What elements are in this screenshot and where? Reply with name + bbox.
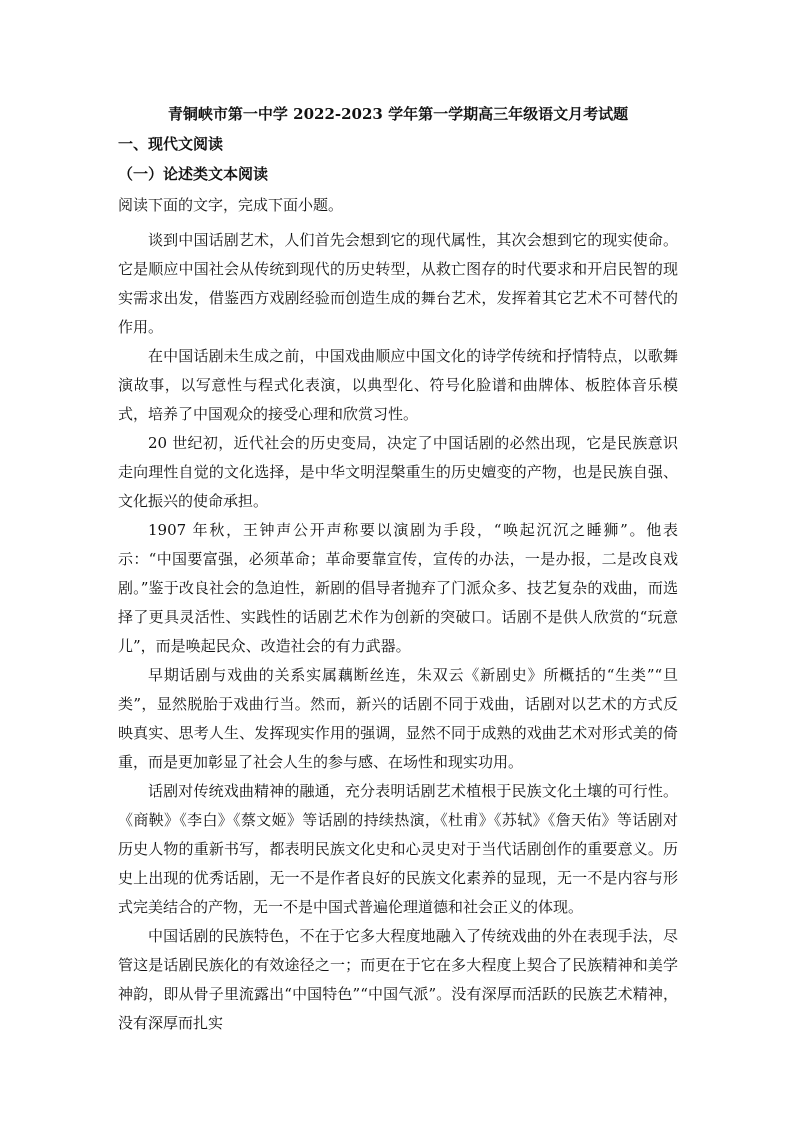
- paragraph: 中国话剧的民族特色，不在于它多大程度地融入了传统戏曲的外在表现手法，尽管这是话剧民族化的有效途径之一；而更在于它在多大程度上契合了民族精神和美学神韵，即从骨子里流露出“中国特色”“中国气派”。没有深厚而活跃的民族艺术精神，没有深厚而扎实: [118, 927, 678, 1032]
- paragraph: 话剧对传统戏曲精神的融通，充分表明话剧艺术植根于民族文化土壤的可行性。《商鞅》《李白》《蔡文姬》等话剧的持续热演，《杜甫》《苏轼》《詹天佑》等话剧对历史人物的重新书写，都表明民族文化史和心灵史对于当代话剧创作的重要意义。历史上出现的优秀话剧，无一不是作者良好的民族文化素养的显现，无一不是内容与形式完美结合的产物，无一不是中国式普遍伦理道德和社会正义的体现。: [118, 782, 678, 916]
- exam-title: 青铜峡市第一中学 2022-2023 学年第一学期高三年级语文月考试题: [167, 105, 629, 123]
- subsection-heading: （一）论述类文本阅读: [118, 165, 269, 183]
- reading-instruction: 阅读下面的文字，完成下面小题。: [118, 196, 344, 214]
- paragraph: 20 世纪初，近代社会的历史变局，决定了中国话剧的必然出现，它是民族意识走向理性自觉的文化选择，是中华文明涅槃重生的历史嬗变的产物，也是民族自强、文化振兴的使命承担。: [118, 434, 678, 510]
- paragraph: 1907 年秋，王钟声公开声称要以演剧为手段，“唤起沉沉之睡狮”。他表示：“中国要富强，必须革命；革命要靠宣传，宣传的办法，一是办报，二是改良戏剧。”鉴于改良社会的急迫性，新剧的倡导者抛弃了门派众多、技艺复杂的戏曲，而选择了更具灵活性、实践性的话剧艺术作为创新的突破口。话剧不是供人欣赏的“玩意儿”，而是唤起民众、改造社会的有力武器。: [118, 521, 678, 655]
- paragraph: 谈到中国话剧艺术，人们首先会想到它的现代属性，其次会想到它的现实使命。它是顺应中国社会从传统到现代的历史转型，从救亡图存的时代要求和开启民智的现实需求出发，借鉴西方戏剧经验而创造生成的舞台艺术，发挥着其它艺术不可替代的作用。: [118, 231, 678, 336]
- paragraph: 在中国话剧未生成之前，中国戏曲顺应中国文化的诗学传统和抒情特点，以歌舞演故事，以写意性与程式化表演，以典型化、符号化脸谱和曲牌体、板腔体音乐模式，培养了中国观众的接受心理和欣赏习性。: [118, 347, 678, 423]
- paragraph: 早期话剧与戏曲的关系实属藕断丝连，朱双云《新剧史》所概括的“生类”“旦类”，显然脱胎于戏曲行当。然而，新兴的话剧不同于戏曲，话剧对以艺术的方式反映真实、思考人生、发挥现实作用的强调，显然不同于成熟的戏曲艺术对形式美的倚重，而是更加彰显了社会人生的参与感、在场性和现实功用。: [118, 666, 678, 771]
- section-heading: 一、现代文阅读: [118, 135, 224, 153]
- article-body: [118, 226, 678, 1038]
